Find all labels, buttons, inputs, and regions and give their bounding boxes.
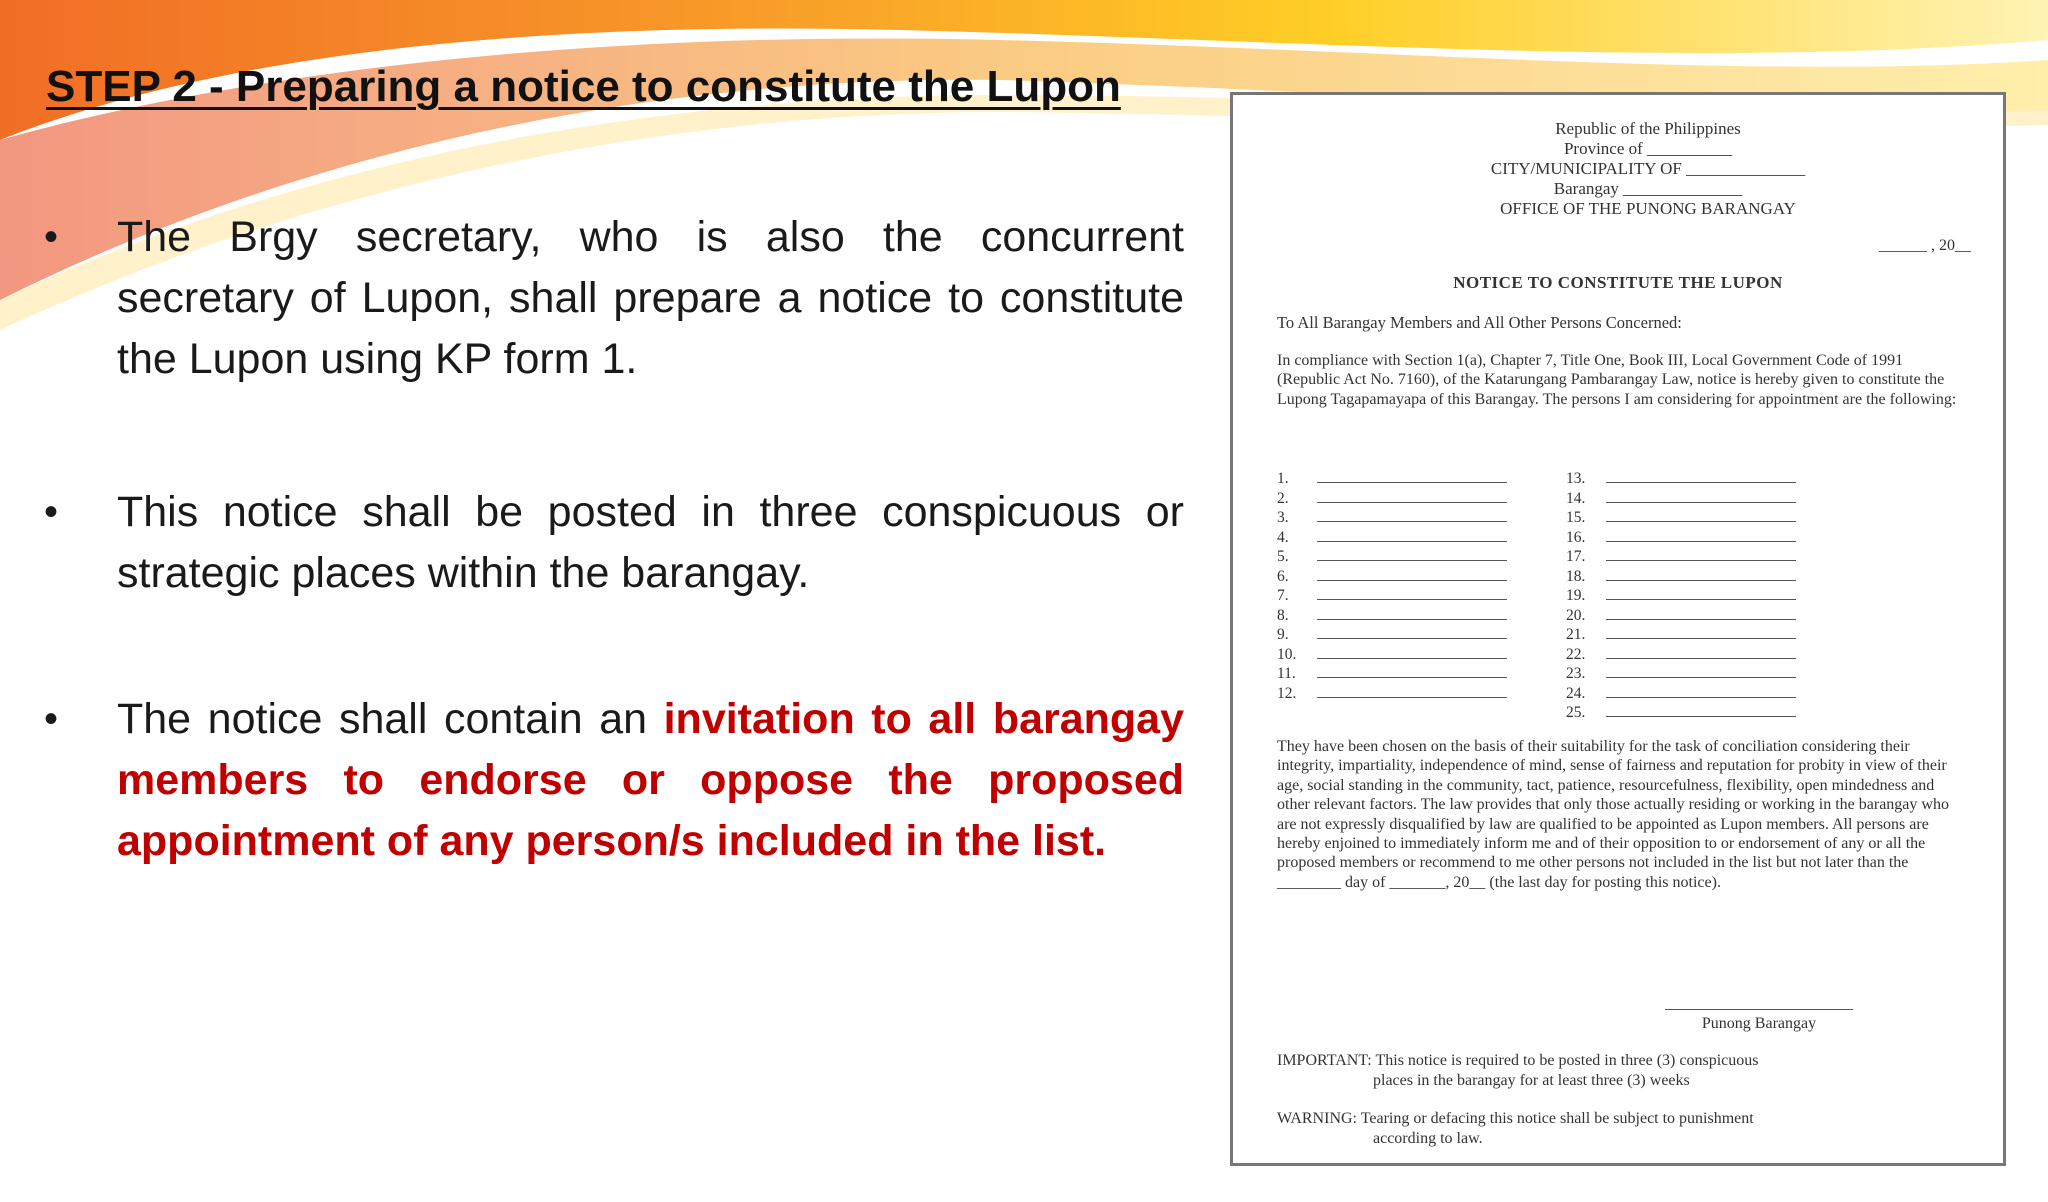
- bullet-dot-icon: •: [44, 697, 59, 741]
- form-list-right: [1566, 469, 1796, 723]
- form-list-blank-line: [1317, 470, 1507, 483]
- form-list-number: 19.: [1566, 587, 1586, 604]
- form-paragraph-compliance: In compliance with Section 1(a), Chapter 7, Title One, Book III, Local Government Code of 1991 (Republic Act No. 7160), of the Katarungang Pambarangay Law, notice is hereby given to constitute the Lupong Tagapamayapa of this Barangay. The persons I am considering for appointment are the following:: [1277, 352, 1957, 408]
- kp-form-1-image: [1230, 92, 2006, 1166]
- bullet-highlight-text: invitation to all barangay members to endorse or oppose the proposed appointment of any person/s included in the list.: [117, 695, 1185, 865]
- form-list-blank-line: [1317, 490, 1507, 503]
- form-list-number: 20.: [1566, 606, 1586, 624]
- form-list-row: [1566, 508, 1796, 528]
- form-list-row: [1277, 567, 1507, 587]
- slide-title: STEP 2 - Preparing a notice to constitute the Lupon: [46, 62, 1121, 111]
- form-warning-note: [1277, 1109, 1977, 1149]
- form-list-blank-line: [1317, 626, 1507, 639]
- form-list-blank-line: [1317, 685, 1507, 698]
- bullet-text: The Brgy secretary, who is also the concurrent secretary of Lupon, shall prepare a notice to constitute the Lupon using KP form 1.: [117, 213, 1184, 383]
- form-header: [1233, 119, 2003, 219]
- form-list-number: 13.: [1566, 470, 1586, 487]
- form-list-blank-line: [1317, 587, 1507, 600]
- form-list-blank-line: [1606, 490, 1796, 503]
- form-list-row: [1566, 625, 1796, 645]
- bullet-item: [44, 689, 1184, 872]
- warning-text: Tearing or defacing this notice shall be subject to punishment: [1360, 1110, 1754, 1127]
- bullet-dot-icon: •: [44, 490, 59, 534]
- form-list-row: [1277, 469, 1507, 489]
- form-salutation: To All Barangay Members and All Other Persons Concerned:: [1277, 313, 1682, 332]
- form-list-blank-line: [1606, 509, 1796, 522]
- form-list-blank-line: [1317, 509, 1507, 522]
- form-list-blank-line: [1606, 587, 1796, 600]
- form-list-blank-line: [1317, 548, 1507, 561]
- bullet-text: The notice shall contain an: [117, 695, 664, 743]
- form-list-number: 3.: [1277, 509, 1289, 526]
- form-header-line: Province of __________: [1563, 139, 1733, 158]
- form-list-row: [1566, 547, 1796, 567]
- form-list-number: 17.: [1566, 548, 1586, 565]
- form-list-blank-line: [1317, 568, 1507, 581]
- form-list-row: [1277, 508, 1507, 528]
- warning-label: WARNING:: [1277, 1110, 1357, 1127]
- form-list-blank-line: [1606, 685, 1796, 698]
- form-paragraph-basis: They have been chosen on the basis of their suitability for the task of conciliation considering their integrity, impartiality, independence of mind, sense of fairness and reputation for probity in view of their age, social standing in the community, tact, patience, resourcefulness, flexibility, open mindedness and other relevant factors. The law provides that only those actually residing or working in the barangay who are not expressly disqualified by law are qualified to be appointed as Lupon members. All persons are hereby enjoined to immediately inform me and of their opposition to or endorsement of any or all the proposed members or recommend to me other persons not included in the list but not later than the ________ day of _______, 20__ (the last day for posting this notice).: [1277, 738, 1949, 891]
- form-list-blank-line: [1317, 665, 1507, 678]
- form-list-number: 18.: [1566, 567, 1586, 585]
- bullet-item: [44, 482, 1184, 604]
- form-list-number: 14.: [1566, 489, 1586, 507]
- form-list-row: [1277, 625, 1507, 645]
- form-list-number: 11.: [1277, 665, 1296, 682]
- form-list-number: 22.: [1566, 645, 1586, 663]
- form-list-blank-line: [1606, 568, 1796, 581]
- form-important-note: [1277, 1051, 1977, 1091]
- form-list-row: [1277, 645, 1507, 665]
- form-list-left: [1277, 469, 1507, 703]
- form-list-row: [1566, 567, 1796, 587]
- form-date-line: ______ , 20__: [1879, 237, 1971, 254]
- form-list-blank-line: [1606, 646, 1796, 659]
- form-list-number: 21.: [1566, 626, 1586, 643]
- form-list-row: [1566, 684, 1796, 704]
- form-header-line: OFFICE OF THE PUNONG BARANGAY: [1500, 199, 1796, 218]
- form-list-blank-line: [1317, 646, 1507, 659]
- bullet-list: [44, 207, 1184, 872]
- important-label: IMPORTANT:: [1277, 1052, 1372, 1069]
- form-signature-label: Punong Barangay: [1701, 1015, 1817, 1032]
- form-list-blank-line: [1606, 548, 1796, 561]
- form-list-number: 9.: [1277, 626, 1289, 643]
- form-list-number: 16.: [1566, 528, 1586, 546]
- form-list-row: [1566, 703, 1796, 723]
- form-list-blank-line: [1606, 626, 1796, 639]
- form-list-blank-line: [1606, 704, 1796, 717]
- form-list-row: [1277, 489, 1507, 509]
- signature-line: [1665, 1009, 1853, 1010]
- form-list-number: 15.: [1566, 509, 1586, 526]
- form-header-line: CITY/MUNICIPALITY OF ______________: [1490, 159, 1806, 178]
- form-list-row: [1566, 645, 1796, 665]
- form-list-row: [1566, 469, 1796, 489]
- form-list-blank-line: [1317, 607, 1507, 620]
- form-list-blank-line: [1606, 607, 1796, 620]
- form-list-number: 25.: [1566, 704, 1586, 721]
- form-list-number: 4.: [1277, 528, 1289, 546]
- form-header-line: Republic of the Philippines: [1555, 119, 1741, 138]
- form-list-row: [1566, 606, 1796, 626]
- bullet-text: This notice shall be posted in three conspicuous or strategic places within the barangay.: [117, 488, 1184, 597]
- important-text-continued: places in the barangay for at least three (3) weeks: [1373, 1072, 1690, 1089]
- form-list-row: [1277, 664, 1507, 684]
- warning-text-continued: according to law.: [1373, 1130, 1483, 1147]
- form-list-number: 8.: [1277, 606, 1289, 624]
- form-list-row: [1566, 489, 1796, 509]
- form-list-number: 6.: [1277, 567, 1289, 585]
- form-list-row: [1277, 684, 1507, 704]
- form-list-blank-line: [1606, 665, 1796, 678]
- form-list-number: 10.: [1277, 645, 1297, 663]
- form-list-row: [1277, 606, 1507, 626]
- form-list-blank-line: [1317, 529, 1507, 542]
- form-list-row: [1277, 547, 1507, 567]
- form-list-number: 12.: [1277, 684, 1297, 702]
- form-list-number: 24.: [1566, 684, 1586, 702]
- form-list-number: 23.: [1566, 665, 1586, 682]
- form-header-line: Barangay ______________: [1553, 179, 1743, 198]
- important-text: This notice is required to be posted in three (3) conspicuous: [1375, 1052, 1759, 1069]
- form-list-number: 7.: [1277, 587, 1289, 604]
- form-list-number: 1.: [1277, 470, 1289, 487]
- form-list-number: 5.: [1277, 548, 1289, 565]
- form-list-row: [1277, 528, 1507, 548]
- form-list-blank-line: [1606, 529, 1796, 542]
- bullet-dot-icon: •: [44, 215, 59, 259]
- form-title: NOTICE TO CONSTITUTE THE LUPON: [1453, 273, 1783, 292]
- form-list-number: 2.: [1277, 489, 1289, 507]
- bullet-item: [44, 207, 1184, 390]
- form-list-row: [1566, 528, 1796, 548]
- form-list-row: [1277, 586, 1507, 606]
- form-list-row: [1566, 586, 1796, 606]
- form-list-row: [1566, 664, 1796, 684]
- form-list-blank-line: [1606, 470, 1796, 483]
